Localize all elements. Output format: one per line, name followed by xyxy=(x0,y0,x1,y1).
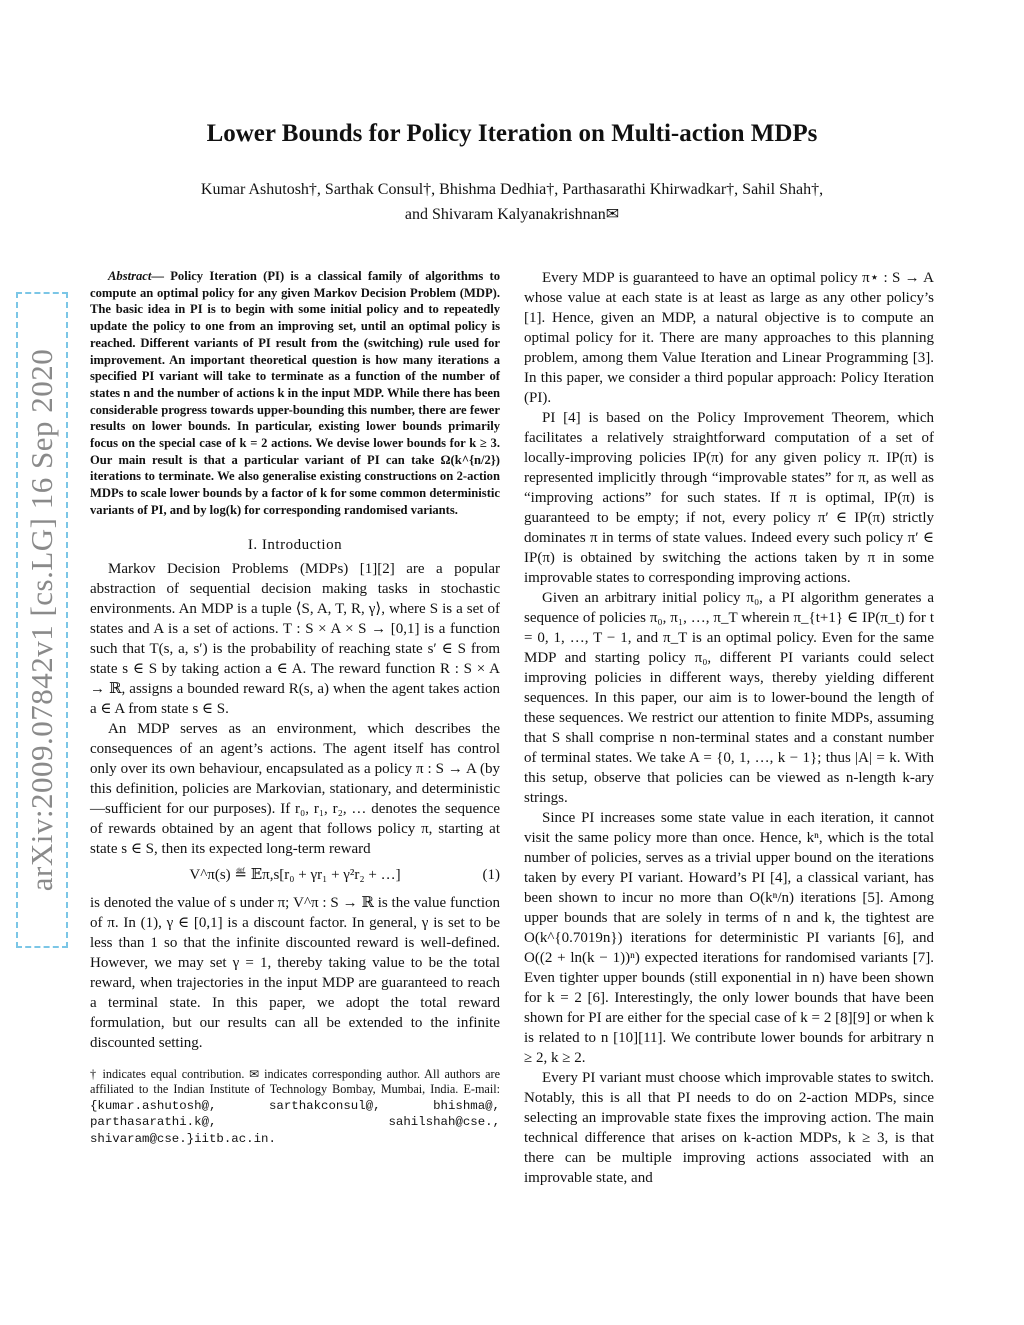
footnote xyxy=(90,1067,500,1148)
author-line-2: and Shivaram Kalyanakrishnan✉ xyxy=(404,206,620,223)
paragraph: Since PI increases some state value in each iteration, it cannot visit the same policy more than once. Hence, kⁿ, which is the total number of policies, serves as a trivial upper bound on the iterations taken by every PI variant. Howard’s PI [4], a classical variant, has been shown to incur no more than O(kⁿ/n) iterations [5]. Among upper bounds that are solely in terms of n and k, the tightest are O(k^{0.7019n}) iterations for deterministic PI variants [6], and O((2 + ln(k − 1))ⁿ) expected iterations for randomised variants [7]. Even tighter upper bounds (still exponential in n) have been shown for k = 2 [6]. Interestingly, the only lower bounds that have been shown for PI are either for the special case of k = 2 [8][9] or when k is related to n [10][11]. We contribute lower bounds for arbitrary n ≥ 2, k ≥ 2. xyxy=(524,810,934,1066)
author-line-1: Kumar Ashutosh†, Sarthak Consul†, Bhishma Dedhia†, Parthasarathi Khirwadkar†, Sahil Shah†, xyxy=(200,181,824,198)
right-column xyxy=(524,268,934,1188)
paragraph: Every MDP is guaranteed to have an optimal policy π⋆ : S → A whose value at each state is at least as large as any other policy’s [1]. Hence, given an MDP, a natural objective is to compute an optimal policy for it. There are many approaches to this planning problem, among them Value Iteration and Linear Programming [3]. In this paper, we consider a third popular approach: Policy Iteration (PI). xyxy=(524,270,934,406)
paragraph: Every PI variant must choose which improvable states to switch. Notably, this is all that PI needs to do on 2-action MDPs, since selecting an improvable state fixes the improving action. The main technical difference that arises on k-action MDPs, k ≥ 3, is that there can be multiple improving actions associated with an improvable state, and xyxy=(524,1070,934,1186)
section-heading-introduction: I. Introduction xyxy=(247,536,343,553)
abstract xyxy=(90,268,500,519)
equation-body: V^π(s) ≝ 𝔼π,s[r₀ + γr₁ + γ²r₂ + …] xyxy=(189,866,401,883)
paragraph: PI [4] is based on the Policy Improvement Theorem, which facilitates a relatively straightforward computation of a set of locally-improving policies IP(π) for any given policy π. IP(π) is represented implicitly through “improvable states” for π, as well as “improving actions” for such states. If π is optimal, IP(π) is guaranteed to be empty; if not, every policy π′ ∈ IP(π) strictly dominates π in terms of state values. Indeed every such policy π′ ∈ IP(π) is obtained by switching the actions taken by π in some improvable states to corresponding improving actions. xyxy=(524,410,934,586)
paragraph: Given an arbitrary initial policy π₀, a PI algorithm generates a sequence of policies π₀, π₁, …, π_T wherein π_{t+1} ∈ IP(π_t) for t = 0, 1, …, T − 1, and π_T is an optimal policy. Even for the same MDP and starting policy π₀, different PI variants could select improving policies in different ways, thereby yielding different sequences. In this paper, our aim is to lower-bound the length of these sequences. We restrict our attention to finite MDPs, assuming that S shall comprise n non-terminal states and a constant number of terminal states. We take A = {0, 1, …, k − 1}; thus |A| = k. With this setup, observe that policies can be viewed as n-length k-ary strings. xyxy=(524,590,934,806)
footnote-text: † indicates equal contribution. ✉ indicates corresponding author. All authors are affiliated to the Indian Institute of Technology Bombay, Mumbai, India. E-mail: xyxy=(90,1066,500,1097)
abstract-label: Abstract xyxy=(108,269,152,283)
paragraph: Markov Decision Problems (MDPs) [1][2] are a popular abstraction of sequential decision making tasks in stochastic environments. An MDP is a tuple ⟨S, A, T, R, γ⟩, where S is a set of states and A is a set of actions. T : S × A × S → [0,1] is a function such that T(s, a, s′) is the probability of reaching state s′ ∈ S from state s ∈ S by taking action a ∈ A. The reward function R : S × A → ℝ, assigns a bounded reward R(s, a) when the agent takes action a ∈ A from state s ∈ S. xyxy=(90,560,500,717)
paper-title: Lower Bounds for Policy Iteration on Multi-action MDPs xyxy=(206,120,818,147)
footnote-emails: {kumar.ashutosh@, sarthakconsul@, bhishma@, parthasarathi.k@, sahilshah@cse., shivaram@cse.}iitb.ac.in. xyxy=(90,1098,500,1146)
paragraph: An MDP serves as an environment, which describes the consequences of an agent’s actions. The agent itself has control only over its own behaviour, encapsulated as a policy π : S → A (by this definition, policies are Markovian, stationary, and deterministic—sufficient for our purposes). If r₀, r₁, r₂, … denotes the sequence of rewards obtained by an agent that follows policy π, starting at state s ∈ S, then its expected long-term reward xyxy=(90,720,500,857)
left-column xyxy=(90,268,500,1147)
arxiv-stamp xyxy=(0,300,84,940)
paragraph: is denoted the value of s under π; V^π : S → ℝ is the value function of π. In (1), γ ∈ [0,1] is a discount factor. In general, γ is set to be less than 1 so that the infinite discounted reward is well-defined. However, we may set γ = 1, thereby taking value to be the total reward, when trajectories in the input MDP are guaranteed to reach a terminal state. In this paper, we adopt the total reward formulation, but our results can all be extended to the infinite discounted setting. xyxy=(90,894,500,1051)
abstract-text: — Policy Iteration (PI) is a classical family of algorithms to compute an optimal policy for any given Markov Decision Problem (MDP). The basic idea in PI is to begin with some initial policy and to repeatedly update the policy to one from an improving set, until an optimal policy is reached. Different variants of PI result from the (switching) rule used for improvement. An important theoretical question is how many iterations a specified PI variant will take to terminate as a function of the number of states n and the number of actions k in the input MDP. While there has been considerable progress towards upper-bounding this number, there are fewer results on lower bounds. In particular, existing lower bounds primarily focus on the special case of k = 2 actions. We devise lower bounds for k ≥ 3. Our main result is that a particular variant of PI can take Ω(k^{n/2}) iterations to terminate. We also generalise existing constructions on 2-action MDPs to scale lower bounds by a factor of k for some common deterministic variants of PI, and by log(k) for corresponding randomised variants. xyxy=(90,269,500,517)
arxiv-id[interactable]: arXiv:2009.07842v1 [cs.LG] 16 Sep 2020 xyxy=(24,300,60,940)
equation-1 xyxy=(90,865,500,885)
author-list xyxy=(120,177,904,227)
equation-number: (1) xyxy=(482,866,500,883)
